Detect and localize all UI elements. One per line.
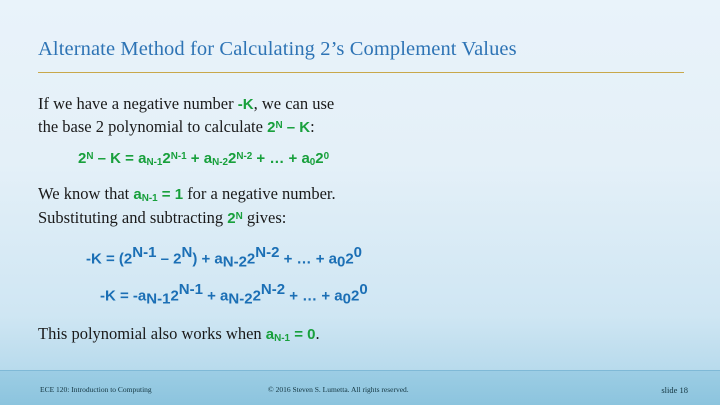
text-run: 2: [345, 250, 354, 268]
paragraph-2-line-1: [38, 182, 688, 206]
condition-a-n-1-equals-1: [133, 186, 183, 203]
subscript: 0: [336, 253, 346, 271]
footer-course-label: ECE 120: Introduction to Computing: [40, 385, 152, 394]
paragraph-1: [38, 92, 688, 139]
superscript: 0: [359, 280, 368, 298]
text-run: 2: [162, 149, 171, 167]
subscript: N-2: [228, 290, 253, 308]
superscript: 0: [353, 243, 363, 261]
slide-body: [38, 92, 688, 348]
expression-2n-minus-k: [267, 119, 310, 136]
text-run: ) + a: [192, 250, 223, 268]
superscript: N: [86, 150, 94, 162]
superscript: N-1: [170, 150, 187, 162]
page-title: Alternate Method for Calculating 2’s Complement Values: [38, 38, 517, 60]
text-run: Substituting and subtracting: [38, 208, 228, 228]
text-run: + … + a: [252, 149, 310, 167]
subscript: N-2: [212, 157, 228, 169]
text-run: 2: [315, 149, 324, 167]
subscript: N-1: [141, 193, 158, 205]
text-run: a: [265, 325, 275, 343]
superscript: N: [235, 211, 243, 223]
text-run: If we have a negative number: [38, 94, 238, 113]
subscript: 0: [309, 157, 316, 169]
superscript: N-1: [132, 243, 157, 261]
text-run: – 2: [156, 250, 182, 268]
text-run: .: [315, 323, 320, 343]
equation-3: [100, 279, 688, 310]
subscript: 0: [342, 290, 351, 308]
text-run: 2: [350, 286, 360, 304]
text-run: -K = (2: [86, 250, 133, 268]
text-run: + a: [202, 286, 229, 304]
expression-2n: [227, 210, 242, 227]
text-run: 2: [78, 149, 87, 167]
paragraph-1-line-2: [38, 115, 688, 138]
text-run: 2: [227, 210, 236, 228]
text-run: 2: [170, 286, 179, 304]
condition-a-n-1-equals-0: [266, 326, 316, 343]
variable-negative-k: -K: [237, 96, 254, 113]
text-run: We know that: [38, 184, 134, 204]
subscript: N-2: [222, 253, 247, 271]
superscript: N-2: [260, 280, 286, 298]
text-run: -K = -a: [100, 286, 147, 304]
text-run: 2: [227, 149, 237, 167]
paragraph-3: [38, 322, 688, 346]
superscript: 0: [323, 150, 330, 162]
superscript: N: [181, 243, 193, 261]
text-run: 2: [267, 119, 276, 137]
text-run: + … + a: [279, 250, 337, 268]
title-divider: [38, 72, 684, 73]
paragraph-2-line-2: [38, 206, 688, 229]
superscript: N-2: [236, 150, 253, 162]
text-run: + … + a: [285, 286, 343, 304]
text-run: + a: [186, 149, 213, 167]
footer-slide-number: slide 18: [661, 385, 688, 395]
paragraph-3-line-1: [38, 322, 688, 346]
text-run: = 1: [157, 186, 184, 204]
text-run: 2: [252, 286, 261, 304]
equation-1: [78, 148, 688, 170]
superscript: N: [275, 120, 283, 132]
text-run: for a negative number.: [183, 184, 336, 204]
paragraph-2: [38, 182, 688, 230]
subscript: N-1: [146, 290, 171, 308]
text-run: :: [310, 117, 315, 137]
superscript: N-2: [255, 243, 280, 261]
text-run: – K = a: [93, 149, 147, 167]
text-run: = 0: [290, 325, 316, 343]
superscript: N-1: [178, 280, 203, 298]
text-run: – K: [282, 119, 311, 137]
text-run: gives:: [242, 208, 287, 228]
text-run: 2: [246, 250, 256, 268]
paragraph-1-line-1: [38, 92, 688, 115]
equation-2: [86, 242, 688, 273]
subscript: N-1: [146, 157, 163, 169]
text-run: , we can use: [253, 94, 335, 113]
text-run: the base 2 polynomial to calculate: [38, 117, 268, 137]
text-run: a: [133, 186, 142, 204]
text-run: This polynomial also works when: [38, 323, 266, 343]
footer-copyright: © 2016 Steven S. Lumetta. All rights reserved.: [268, 385, 409, 394]
subscript: N-1: [274, 332, 291, 344]
